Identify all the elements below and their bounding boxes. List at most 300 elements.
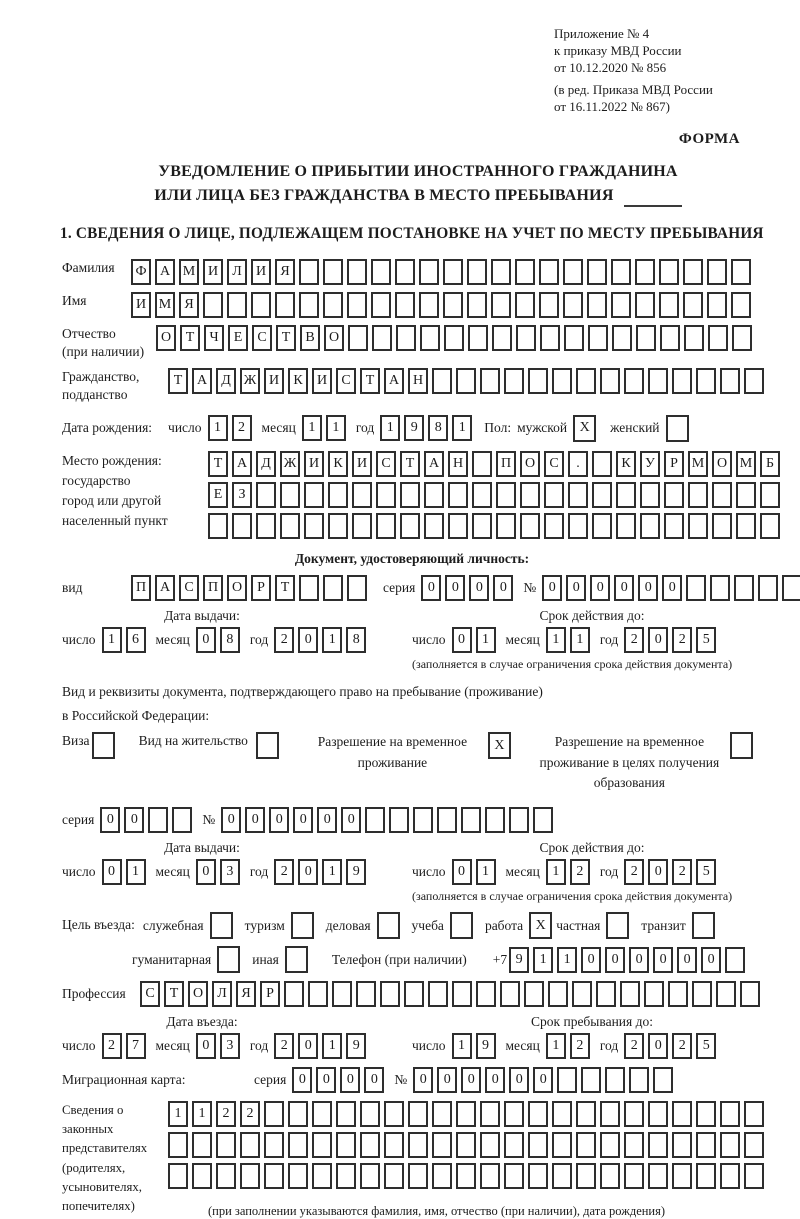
phone-cells-cell[interactable]: 9 [509, 947, 529, 973]
temp-residence-checkbox[interactable]: X [488, 732, 511, 759]
doc-number-cells-cell[interactable]: 0 [638, 575, 658, 601]
firstname-cells-cell[interactable] [731, 292, 751, 318]
birthplace-cells-row2-cell[interactable] [448, 482, 468, 508]
birthplace-cells-row2-cell[interactable] [256, 482, 276, 508]
migration-number-cells-cell[interactable] [653, 1067, 673, 1093]
migration-number-cells-cell[interactable]: 0 [437, 1067, 457, 1093]
firstname-cells-cell[interactable]: М [155, 292, 175, 318]
surname-cells-cell[interactable] [539, 259, 559, 285]
firstname-cells-cell[interactable] [323, 292, 343, 318]
birthplace-cells-row2-cell[interactable]: Е [208, 482, 228, 508]
purpose-tourism-checkbox[interactable] [291, 912, 314, 939]
profession-cells-cell[interactable] [404, 981, 424, 1007]
phone-cells-cell[interactable]: 0 [701, 947, 721, 973]
firstname-cells-cell[interactable] [587, 292, 607, 318]
birthplace-cells-row2-cell[interactable] [640, 482, 660, 508]
doc-kind-cells-cell[interactable]: О [227, 575, 247, 601]
birthplace-cells-row3-cell[interactable] [256, 513, 276, 539]
firstname-cells-cell[interactable] [203, 292, 223, 318]
birthplace-cells-row3-cell[interactable] [400, 513, 420, 539]
profession-cells-cell[interactable] [500, 981, 520, 1007]
citizenship-cells-cell[interactable]: С [336, 368, 356, 394]
firstname-cells-cell[interactable] [539, 292, 559, 318]
surname-cells-cell[interactable] [347, 259, 367, 285]
residence-permit-checkbox[interactable] [256, 732, 279, 759]
migration-number-cells-cell[interactable]: 0 [509, 1067, 529, 1093]
birthdate-year-cells-cell[interactable]: 1 [452, 415, 472, 441]
profession-cells-cell[interactable] [356, 981, 376, 1007]
citizenship-cells-cell[interactable] [648, 368, 668, 394]
doc-kind-cells-cell[interactable]: П [131, 575, 151, 601]
residence-number-cells-cell[interactable] [533, 807, 553, 833]
migration-series-cells-cell[interactable]: 0 [340, 1067, 360, 1093]
birthplace-cells-row1-cell[interactable]: О [712, 451, 732, 477]
profession-cells-cell[interactable]: Р [260, 981, 280, 1007]
birthplace-cells-row1-cell[interactable]: И [352, 451, 372, 477]
patronymic-cells-cell[interactable]: Е [228, 325, 248, 351]
birthplace-cells-row3-cell[interactable] [712, 513, 732, 539]
sex-male-checkbox[interactable]: X [573, 415, 596, 442]
firstname-cells-cell[interactable]: Я [179, 292, 199, 318]
birthplace-cells-row1-cell[interactable]: Н [448, 451, 468, 477]
citizenship-cells-cell[interactable]: И [312, 368, 332, 394]
residence-issue-year-cells-cell[interactable]: 2 [274, 859, 294, 885]
stay-month-cells-cell[interactable]: 2 [570, 1033, 590, 1059]
birthplace-cells-row1-cell[interactable]: К [328, 451, 348, 477]
representatives-cells-row2-cell[interactable] [528, 1132, 548, 1158]
representatives-cells-row3-cell[interactable] [480, 1163, 500, 1189]
birthplace-cells-row1-cell[interactable]: Д [256, 451, 276, 477]
representatives-cells-row1-cell[interactable] [264, 1101, 284, 1127]
representatives-cells-row1-cell[interactable] [648, 1101, 668, 1127]
identity-valid-month-cells-cell[interactable]: 1 [546, 627, 566, 653]
profession-cells-cell[interactable] [548, 981, 568, 1007]
representatives-cells-row1-cell[interactable] [312, 1101, 332, 1127]
birthplace-cells-row3-cell[interactable] [616, 513, 636, 539]
patronymic-cells-cell[interactable] [660, 325, 680, 351]
representatives-cells-row3-cell[interactable] [648, 1163, 668, 1189]
surname-cells-cell[interactable] [443, 259, 463, 285]
identity-valid-day-cells-cell[interactable]: 1 [476, 627, 496, 653]
residence-series-cells-cell[interactable]: 0 [124, 807, 144, 833]
entry-day-cells-cell[interactable]: 2 [102, 1033, 122, 1059]
representatives-cells-row1-cell[interactable] [600, 1101, 620, 1127]
surname-cells-cell[interactable] [683, 259, 703, 285]
representatives-cells-row2-cell[interactable] [168, 1132, 188, 1158]
firstname-cells-cell[interactable] [659, 292, 679, 318]
birthplace-cells-row2-cell[interactable] [280, 482, 300, 508]
purpose-private-checkbox[interactable] [606, 912, 629, 939]
phone-cells-cell[interactable]: 0 [581, 947, 601, 973]
phone-cells-cell[interactable] [725, 947, 745, 973]
patronymic-cells-cell[interactable] [468, 325, 488, 351]
migration-series-cells-cell[interactable]: 0 [292, 1067, 312, 1093]
representatives-cells-row1-cell[interactable] [408, 1101, 428, 1127]
birthdate-day-cells-cell[interactable]: 2 [232, 415, 252, 441]
citizenship-cells-cell[interactable] [552, 368, 572, 394]
birthplace-cells-row3-cell[interactable] [232, 513, 252, 539]
citizenship-cells-cell[interactable] [744, 368, 764, 394]
phone-cells-cell[interactable]: 1 [533, 947, 553, 973]
birthplace-cells-row2-cell[interactable] [568, 482, 588, 508]
birthplace-cells-row2-cell[interactable] [352, 482, 372, 508]
residence-issue-year-cells-cell[interactable]: 9 [346, 859, 366, 885]
doc-number-cells-cell[interactable]: 0 [590, 575, 610, 601]
identity-valid-month-cells-cell[interactable]: 1 [570, 627, 590, 653]
patronymic-cells-cell[interactable] [588, 325, 608, 351]
identity-valid-year-cells-cell[interactable]: 5 [696, 627, 716, 653]
migration-number-cells-cell[interactable]: 0 [413, 1067, 433, 1093]
birthplace-cells-row2-cell[interactable] [616, 482, 636, 508]
phone-cells-cell[interactable]: 0 [653, 947, 673, 973]
citizenship-cells-cell[interactable] [432, 368, 452, 394]
firstname-cells-cell[interactable] [251, 292, 271, 318]
surname-cells-cell[interactable] [467, 259, 487, 285]
citizenship-cells-cell[interactable]: А [192, 368, 212, 394]
identity-issue-month-cells-cell[interactable]: 8 [220, 627, 240, 653]
surname-cells-cell[interactable] [611, 259, 631, 285]
purpose-business-checkbox[interactable] [377, 912, 400, 939]
patronymic-cells-cell[interactable] [492, 325, 512, 351]
birthplace-cells-row2-cell[interactable] [736, 482, 756, 508]
representatives-cells-row3-cell[interactable] [744, 1163, 764, 1189]
birthdate-year-cells-cell[interactable]: 1 [380, 415, 400, 441]
stay-year-cells-cell[interactable]: 5 [696, 1033, 716, 1059]
profession-cells-cell[interactable]: О [188, 981, 208, 1007]
doc-number-cells-cell[interactable]: 0 [614, 575, 634, 601]
doc-kind-cells-cell[interactable]: А [155, 575, 175, 601]
residence-series-cells-cell[interactable] [148, 807, 168, 833]
representatives-cells-row2-cell[interactable] [336, 1132, 356, 1158]
firstname-cells-cell[interactable] [443, 292, 463, 318]
birthplace-cells-row1-cell[interactable]: Р [664, 451, 684, 477]
representatives-cells-row1-cell[interactable] [624, 1101, 644, 1127]
citizenship-cells-cell[interactable]: А [384, 368, 404, 394]
migration-number-cells-cell[interactable] [557, 1067, 577, 1093]
birthplace-cells-row2-cell[interactable] [712, 482, 732, 508]
birthplace-cells-row1-cell[interactable]: Т [208, 451, 228, 477]
representatives-cells-row2-cell[interactable] [552, 1132, 572, 1158]
profession-cells-cell[interactable] [476, 981, 496, 1007]
residence-valid-day-cells-cell[interactable]: 1 [476, 859, 496, 885]
surname-cells-cell[interactable] [635, 259, 655, 285]
citizenship-cells-cell[interactable] [456, 368, 476, 394]
birthplace-cells-row1-cell[interactable]: П [496, 451, 516, 477]
residence-number-cells-cell[interactable] [365, 807, 385, 833]
citizenship-cells-cell[interactable] [720, 368, 740, 394]
birthplace-cells-row2-cell[interactable] [400, 482, 420, 508]
representatives-cells-row2-cell[interactable] [264, 1132, 284, 1158]
citizenship-cells-cell[interactable] [480, 368, 500, 394]
representatives-cells-row2-cell[interactable] [576, 1132, 596, 1158]
patronymic-cells-cell[interactable] [348, 325, 368, 351]
citizenship-cells-cell[interactable] [672, 368, 692, 394]
firstname-cells-cell[interactable] [419, 292, 439, 318]
representatives-cells-row2-cell[interactable] [744, 1132, 764, 1158]
identity-issue-day-cells-cell[interactable]: 1 [102, 627, 122, 653]
patronymic-cells-cell[interactable] [540, 325, 560, 351]
surname-cells-cell[interactable] [371, 259, 391, 285]
migration-number-cells-cell[interactable] [581, 1067, 601, 1093]
representatives-cells-row2-cell[interactable] [456, 1132, 476, 1158]
representatives-cells-row2-cell[interactable] [216, 1132, 236, 1158]
residence-valid-day-cells-cell[interactable]: 0 [452, 859, 472, 885]
migration-number-cells-cell[interactable]: 0 [485, 1067, 505, 1093]
patronymic-cells-cell[interactable] [444, 325, 464, 351]
firstname-cells-cell[interactable] [467, 292, 487, 318]
representatives-cells-row3-cell[interactable] [168, 1163, 188, 1189]
birthplace-cells-row1-cell[interactable]: К [616, 451, 636, 477]
entry-month-cells-cell[interactable]: 3 [220, 1033, 240, 1059]
patronymic-cells-cell[interactable]: С [252, 325, 272, 351]
doc-kind-cells-cell[interactable] [323, 575, 343, 601]
entry-year-cells-cell[interactable]: 2 [274, 1033, 294, 1059]
representatives-cells-row3-cell[interactable] [600, 1163, 620, 1189]
surname-cells-cell[interactable] [395, 259, 415, 285]
birthplace-cells-row2-cell[interactable] [664, 482, 684, 508]
patronymic-cells-cell[interactable]: Ч [204, 325, 224, 351]
representatives-cells-row2-cell[interactable] [624, 1132, 644, 1158]
firstname-cells-cell[interactable] [299, 292, 319, 318]
profession-cells-cell[interactable] [332, 981, 352, 1007]
stay-year-cells-cell[interactable]: 2 [672, 1033, 692, 1059]
representatives-cells-row3-cell[interactable] [336, 1163, 356, 1189]
birthplace-cells-row2-cell[interactable] [472, 482, 492, 508]
birthplace-cells-row3-cell[interactable] [568, 513, 588, 539]
residence-valid-year-cells-cell[interactable]: 2 [672, 859, 692, 885]
migration-number-cells-cell[interactable] [629, 1067, 649, 1093]
representatives-cells-row3-cell[interactable] [384, 1163, 404, 1189]
citizenship-cells-cell[interactable]: Н [408, 368, 428, 394]
profession-cells-cell[interactable] [308, 981, 328, 1007]
residence-number-cells-cell[interactable] [437, 807, 457, 833]
residence-number-cells-cell[interactable]: 0 [269, 807, 289, 833]
profession-cells-cell[interactable] [284, 981, 304, 1007]
visa-checkbox[interactable] [92, 732, 115, 759]
phone-cells-cell[interactable]: 1 [557, 947, 577, 973]
identity-issue-month-cells-cell[interactable]: 0 [196, 627, 216, 653]
firstname-cells-cell[interactable] [635, 292, 655, 318]
doc-number-cells-cell[interactable]: 0 [662, 575, 682, 601]
doc-kind-cells-cell[interactable]: П [203, 575, 223, 601]
birthplace-cells-row3-cell[interactable] [208, 513, 228, 539]
firstname-cells-cell[interactable] [395, 292, 415, 318]
patronymic-cells-cell[interactable] [636, 325, 656, 351]
representatives-cells-row2-cell[interactable] [672, 1132, 692, 1158]
representatives-cells-row1-cell[interactable] [360, 1101, 380, 1127]
representatives-cells-row1-cell[interactable] [384, 1101, 404, 1127]
residence-issue-month-cells-cell[interactable]: 0 [196, 859, 216, 885]
patronymic-cells-cell[interactable] [420, 325, 440, 351]
birthplace-cells-row1-cell[interactable]: О [520, 451, 540, 477]
residence-issue-year-cells-cell[interactable]: 1 [322, 859, 342, 885]
residence-number-cells-cell[interactable]: 0 [341, 807, 361, 833]
representatives-cells-row2-cell[interactable] [360, 1132, 380, 1158]
birthplace-cells-row2-cell[interactable] [688, 482, 708, 508]
surname-cells-cell[interactable] [659, 259, 679, 285]
citizenship-cells-cell[interactable]: Т [360, 368, 380, 394]
representatives-cells-row1-cell[interactable] [288, 1101, 308, 1127]
profession-cells-cell[interactable] [572, 981, 592, 1007]
birthplace-cells-row1-cell[interactable]: Б [760, 451, 780, 477]
birthplace-cells-row2-cell[interactable] [424, 482, 444, 508]
birthplace-cells-row1-cell[interactable]: С [376, 451, 396, 477]
birthplace-cells-row3-cell[interactable] [736, 513, 756, 539]
doc-kind-cells-cell[interactable]: Р [251, 575, 271, 601]
representatives-cells-row3-cell[interactable] [264, 1163, 284, 1189]
residence-issue-day-cells-cell[interactable]: 1 [126, 859, 146, 885]
representatives-cells-row1-cell[interactable] [504, 1101, 524, 1127]
birthplace-cells-row1-cell[interactable]: Т [400, 451, 420, 477]
birthplace-cells-row3-cell[interactable] [664, 513, 684, 539]
patronymic-cells-cell[interactable] [732, 325, 752, 351]
residence-issue-year-cells-cell[interactable]: 0 [298, 859, 318, 885]
surname-cells-cell[interactable] [299, 259, 319, 285]
profession-cells-cell[interactable] [452, 981, 472, 1007]
stay-day-cells-cell[interactable]: 1 [452, 1033, 472, 1059]
representatives-cells-row3-cell[interactable] [720, 1163, 740, 1189]
citizenship-cells-cell[interactable] [504, 368, 524, 394]
representatives-cells-row2-cell[interactable] [240, 1132, 260, 1158]
doc-number-cells-cell[interactable] [686, 575, 706, 601]
representatives-cells-row3-cell[interactable] [288, 1163, 308, 1189]
patronymic-cells-cell[interactable] [708, 325, 728, 351]
surname-cells-cell[interactable] [419, 259, 439, 285]
birthplace-cells-row3-cell[interactable] [592, 513, 612, 539]
representatives-cells-row3-cell[interactable] [408, 1163, 428, 1189]
identity-issue-year-cells-cell[interactable]: 8 [346, 627, 366, 653]
temp-residence-edu-checkbox[interactable] [730, 732, 753, 759]
migration-number-cells-cell[interactable]: 0 [461, 1067, 481, 1093]
citizenship-cells-cell[interactable]: И [264, 368, 284, 394]
residence-issue-month-cells-cell[interactable]: 3 [220, 859, 240, 885]
birthplace-cells-row3-cell[interactable] [328, 513, 348, 539]
birthplace-cells-row3-cell[interactable] [640, 513, 660, 539]
birthplace-cells-row2-cell[interactable]: З [232, 482, 252, 508]
birthplace-cells-row1-cell[interactable]: Ж [280, 451, 300, 477]
residence-number-cells-cell[interactable] [509, 807, 529, 833]
firstname-cells-cell[interactable] [347, 292, 367, 318]
purpose-transit-checkbox[interactable] [692, 912, 715, 939]
profession-cells-cell[interactable] [524, 981, 544, 1007]
residence-number-cells-cell[interactable] [485, 807, 505, 833]
representatives-cells-row2-cell[interactable] [432, 1132, 452, 1158]
firstname-cells-cell[interactable]: И [131, 292, 151, 318]
representatives-cells-row1-cell[interactable]: 1 [192, 1101, 212, 1127]
representatives-cells-row2-cell[interactable] [648, 1132, 668, 1158]
birthdate-year-cells-cell[interactable]: 9 [404, 415, 424, 441]
residence-number-cells-cell[interactable] [413, 807, 433, 833]
patronymic-cells-cell[interactable]: Т [180, 325, 200, 351]
citizenship-cells-cell[interactable] [576, 368, 596, 394]
profession-cells-cell[interactable]: Т [164, 981, 184, 1007]
representatives-cells-row2-cell[interactable] [408, 1132, 428, 1158]
representatives-cells-row1-cell[interactable]: 2 [240, 1101, 260, 1127]
birthplace-cells-row1-cell[interactable] [472, 451, 492, 477]
profession-cells-cell[interactable] [692, 981, 712, 1007]
representatives-cells-row3-cell[interactable] [528, 1163, 548, 1189]
profession-cells-cell[interactable] [428, 981, 448, 1007]
doc-number-cells-cell[interactable] [734, 575, 754, 601]
birthplace-cells-row2-cell[interactable] [592, 482, 612, 508]
birthplace-cells-row3-cell[interactable] [424, 513, 444, 539]
citizenship-cells-cell[interactable]: Ж [240, 368, 260, 394]
migration-number-cells-cell[interactable] [605, 1067, 625, 1093]
representatives-cells-row1-cell[interactable] [576, 1101, 596, 1127]
residence-number-cells-cell[interactable] [461, 807, 481, 833]
profession-cells-cell[interactable]: Л [212, 981, 232, 1007]
patronymic-cells-cell[interactable] [684, 325, 704, 351]
citizenship-cells-cell[interactable] [696, 368, 716, 394]
representatives-cells-row3-cell[interactable] [672, 1163, 692, 1189]
birthplace-cells-row3-cell[interactable] [760, 513, 780, 539]
phone-cells-cell[interactable]: 0 [677, 947, 697, 973]
doc-number-cells-cell[interactable] [782, 575, 800, 601]
birthplace-cells-row1-cell[interactable]: У [640, 451, 660, 477]
surname-cells-cell[interactable]: А [155, 259, 175, 285]
profession-cells-cell[interactable] [380, 981, 400, 1007]
representatives-cells-row1-cell[interactable] [336, 1101, 356, 1127]
doc-series-cells-cell[interactable]: 0 [445, 575, 465, 601]
firstname-cells-cell[interactable] [515, 292, 535, 318]
residence-issue-day-cells-cell[interactable]: 0 [102, 859, 122, 885]
representatives-cells-row1-cell[interactable] [528, 1101, 548, 1127]
birthplace-cells-row2-cell[interactable] [544, 482, 564, 508]
firstname-cells-cell[interactable] [491, 292, 511, 318]
representatives-cells-row2-cell[interactable] [600, 1132, 620, 1158]
firstname-cells-cell[interactable] [227, 292, 247, 318]
representatives-cells-row1-cell[interactable] [432, 1101, 452, 1127]
representatives-cells-row3-cell[interactable] [552, 1163, 572, 1189]
surname-cells-cell[interactable]: Я [275, 259, 295, 285]
birthplace-cells-row3-cell[interactable] [304, 513, 324, 539]
residence-valid-month-cells-cell[interactable]: 1 [546, 859, 566, 885]
surname-cells-cell[interactable]: И [203, 259, 223, 285]
patronymic-cells-cell[interactable]: О [324, 325, 344, 351]
identity-valid-year-cells-cell[interactable]: 2 [672, 627, 692, 653]
residence-number-cells-cell[interactable] [389, 807, 409, 833]
purpose-humanitarian-checkbox[interactable] [217, 946, 240, 973]
identity-valid-year-cells-cell[interactable]: 2 [624, 627, 644, 653]
doc-kind-cells-cell[interactable] [347, 575, 367, 601]
representatives-cells-row1-cell[interactable] [552, 1101, 572, 1127]
birthplace-cells-row1-cell[interactable]: М [688, 451, 708, 477]
doc-kind-cells-cell[interactable]: Т [275, 575, 295, 601]
identity-valid-day-cells-cell[interactable]: 0 [452, 627, 472, 653]
patronymic-cells-cell[interactable] [612, 325, 632, 351]
representatives-cells-row2-cell[interactable] [504, 1132, 524, 1158]
firstname-cells-cell[interactable] [371, 292, 391, 318]
profession-cells-cell[interactable] [596, 981, 616, 1007]
patronymic-cells-cell[interactable] [396, 325, 416, 351]
birthplace-cells-row3-cell[interactable] [496, 513, 516, 539]
birthplace-cells-row2-cell[interactable] [760, 482, 780, 508]
stay-year-cells-cell[interactable]: 2 [624, 1033, 644, 1059]
birthdate-month-cells-cell[interactable]: 1 [326, 415, 346, 441]
birthplace-cells-row1-cell[interactable]: А [232, 451, 252, 477]
representatives-cells-row3-cell[interactable] [312, 1163, 332, 1189]
representatives-cells-row2-cell[interactable] [312, 1132, 332, 1158]
birthplace-cells-row1-cell[interactable]: С [544, 451, 564, 477]
surname-cells-cell[interactable] [707, 259, 727, 285]
doc-kind-cells-cell[interactable]: С [179, 575, 199, 601]
birthplace-cells-row2-cell[interactable] [304, 482, 324, 508]
representatives-cells-row2-cell[interactable] [384, 1132, 404, 1158]
profession-cells-cell[interactable] [644, 981, 664, 1007]
residence-valid-year-cells-cell[interactable]: 2 [624, 859, 644, 885]
representatives-cells-row1-cell[interactable] [456, 1101, 476, 1127]
patronymic-cells-cell[interactable]: О [156, 325, 176, 351]
